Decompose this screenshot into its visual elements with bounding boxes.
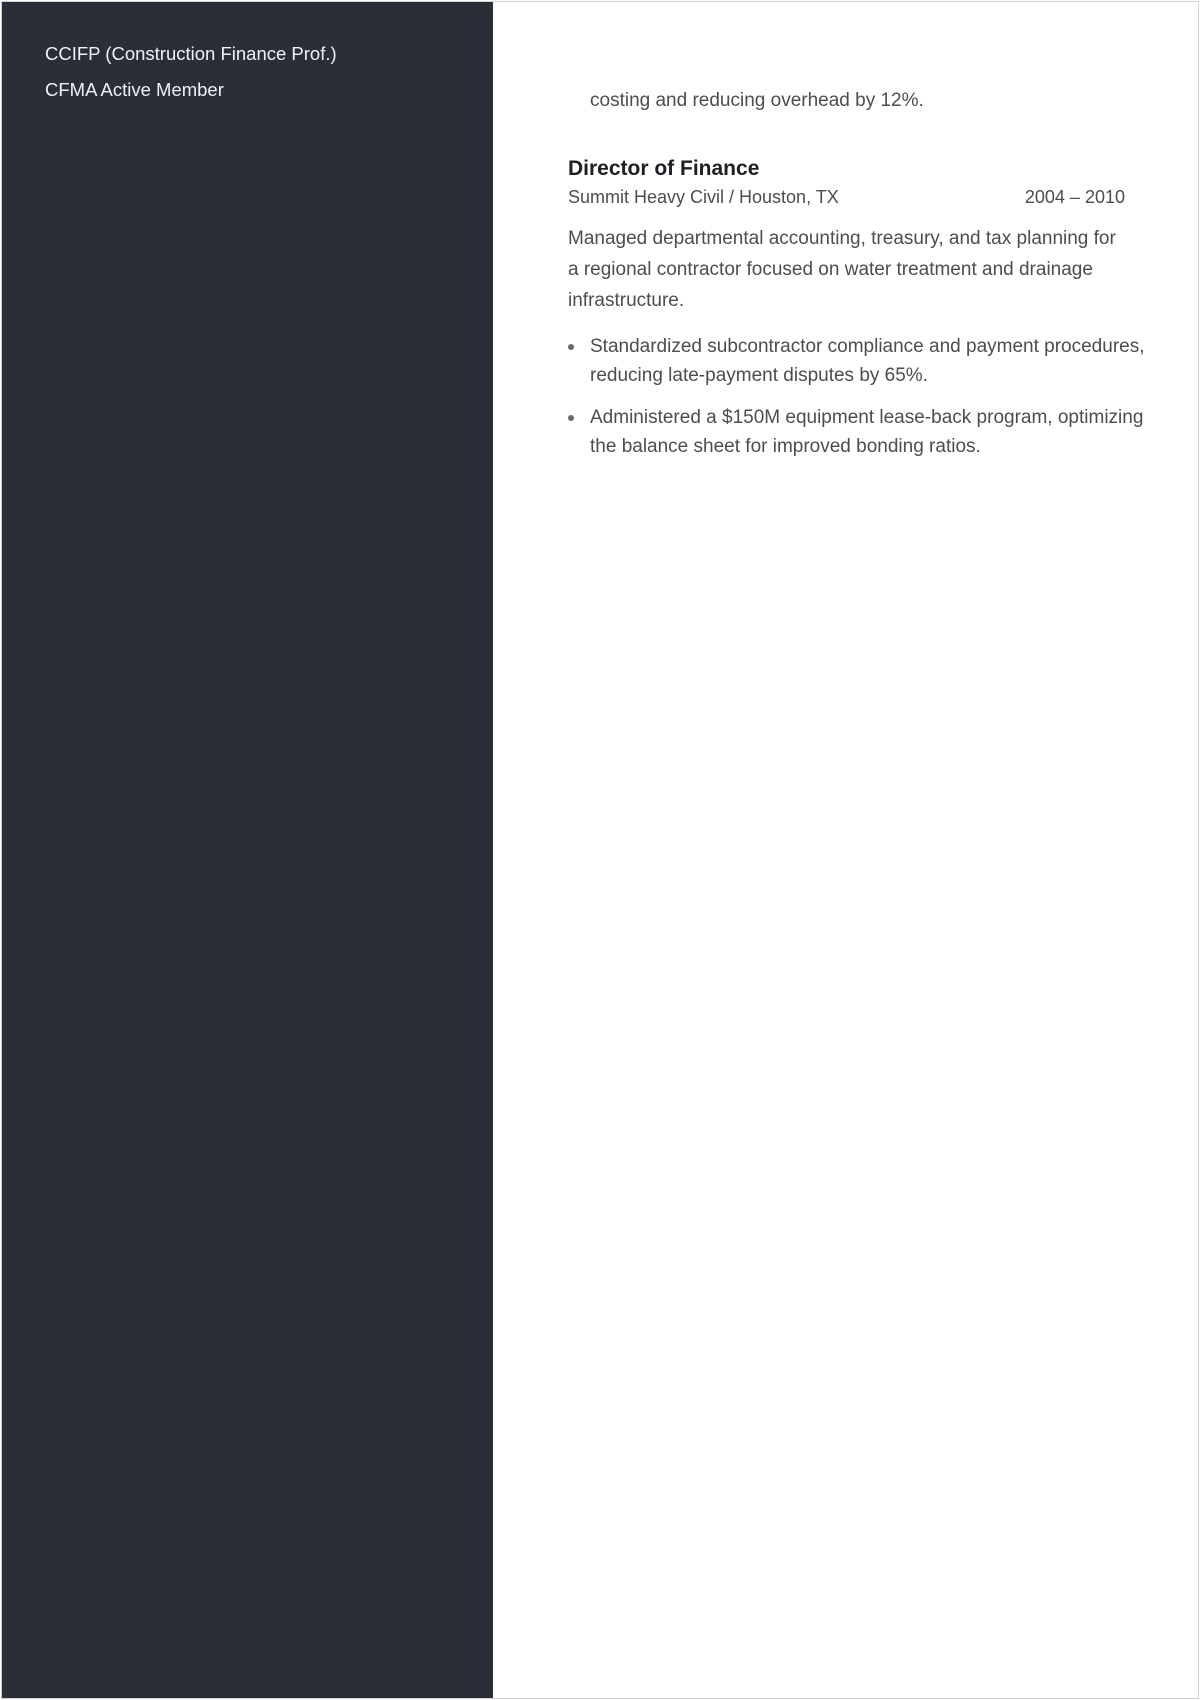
certification-item: CFMA Active Member <box>45 79 224 100</box>
bullet-dot-icon <box>568 344 574 350</box>
certification-item: CCIFP (Construction Finance Prof.) <box>45 43 337 64</box>
job-dates: 2004 – 2010 <box>1024 187 1125 207</box>
job-company-location: Summit Heavy Civil / Houston, TX <box>568 187 839 207</box>
certifications-list <box>45 42 337 114</box>
job-bullets <box>568 332 1148 474</box>
job-meta <box>568 185 1125 209</box>
job-bullet <box>568 403 1148 461</box>
resume-page <box>1 1 1199 1699</box>
job-bullet-text: Administered a $150M equipment lease-back program, optimizing the balance sheet for improved bonding ratios. <box>590 407 1144 457</box>
job-bullet-text: Standardized subcontractor compliance and payment procedures, reducing late-payment disputes by 65%. <box>590 336 1145 386</box>
job-bullet <box>568 332 1148 390</box>
continued-bullet-text: costing and reducing overhead by 12%. <box>590 90 924 111</box>
bullet-dot-icon <box>568 415 574 421</box>
job-summary: Managed departmental accounting, treasury, and tax planning for a regional contractor focused on water treatment and drainage infrastructure. <box>568 228 1116 311</box>
job-title: Director of Finance <box>568 157 760 180</box>
sidebar <box>2 2 493 1698</box>
